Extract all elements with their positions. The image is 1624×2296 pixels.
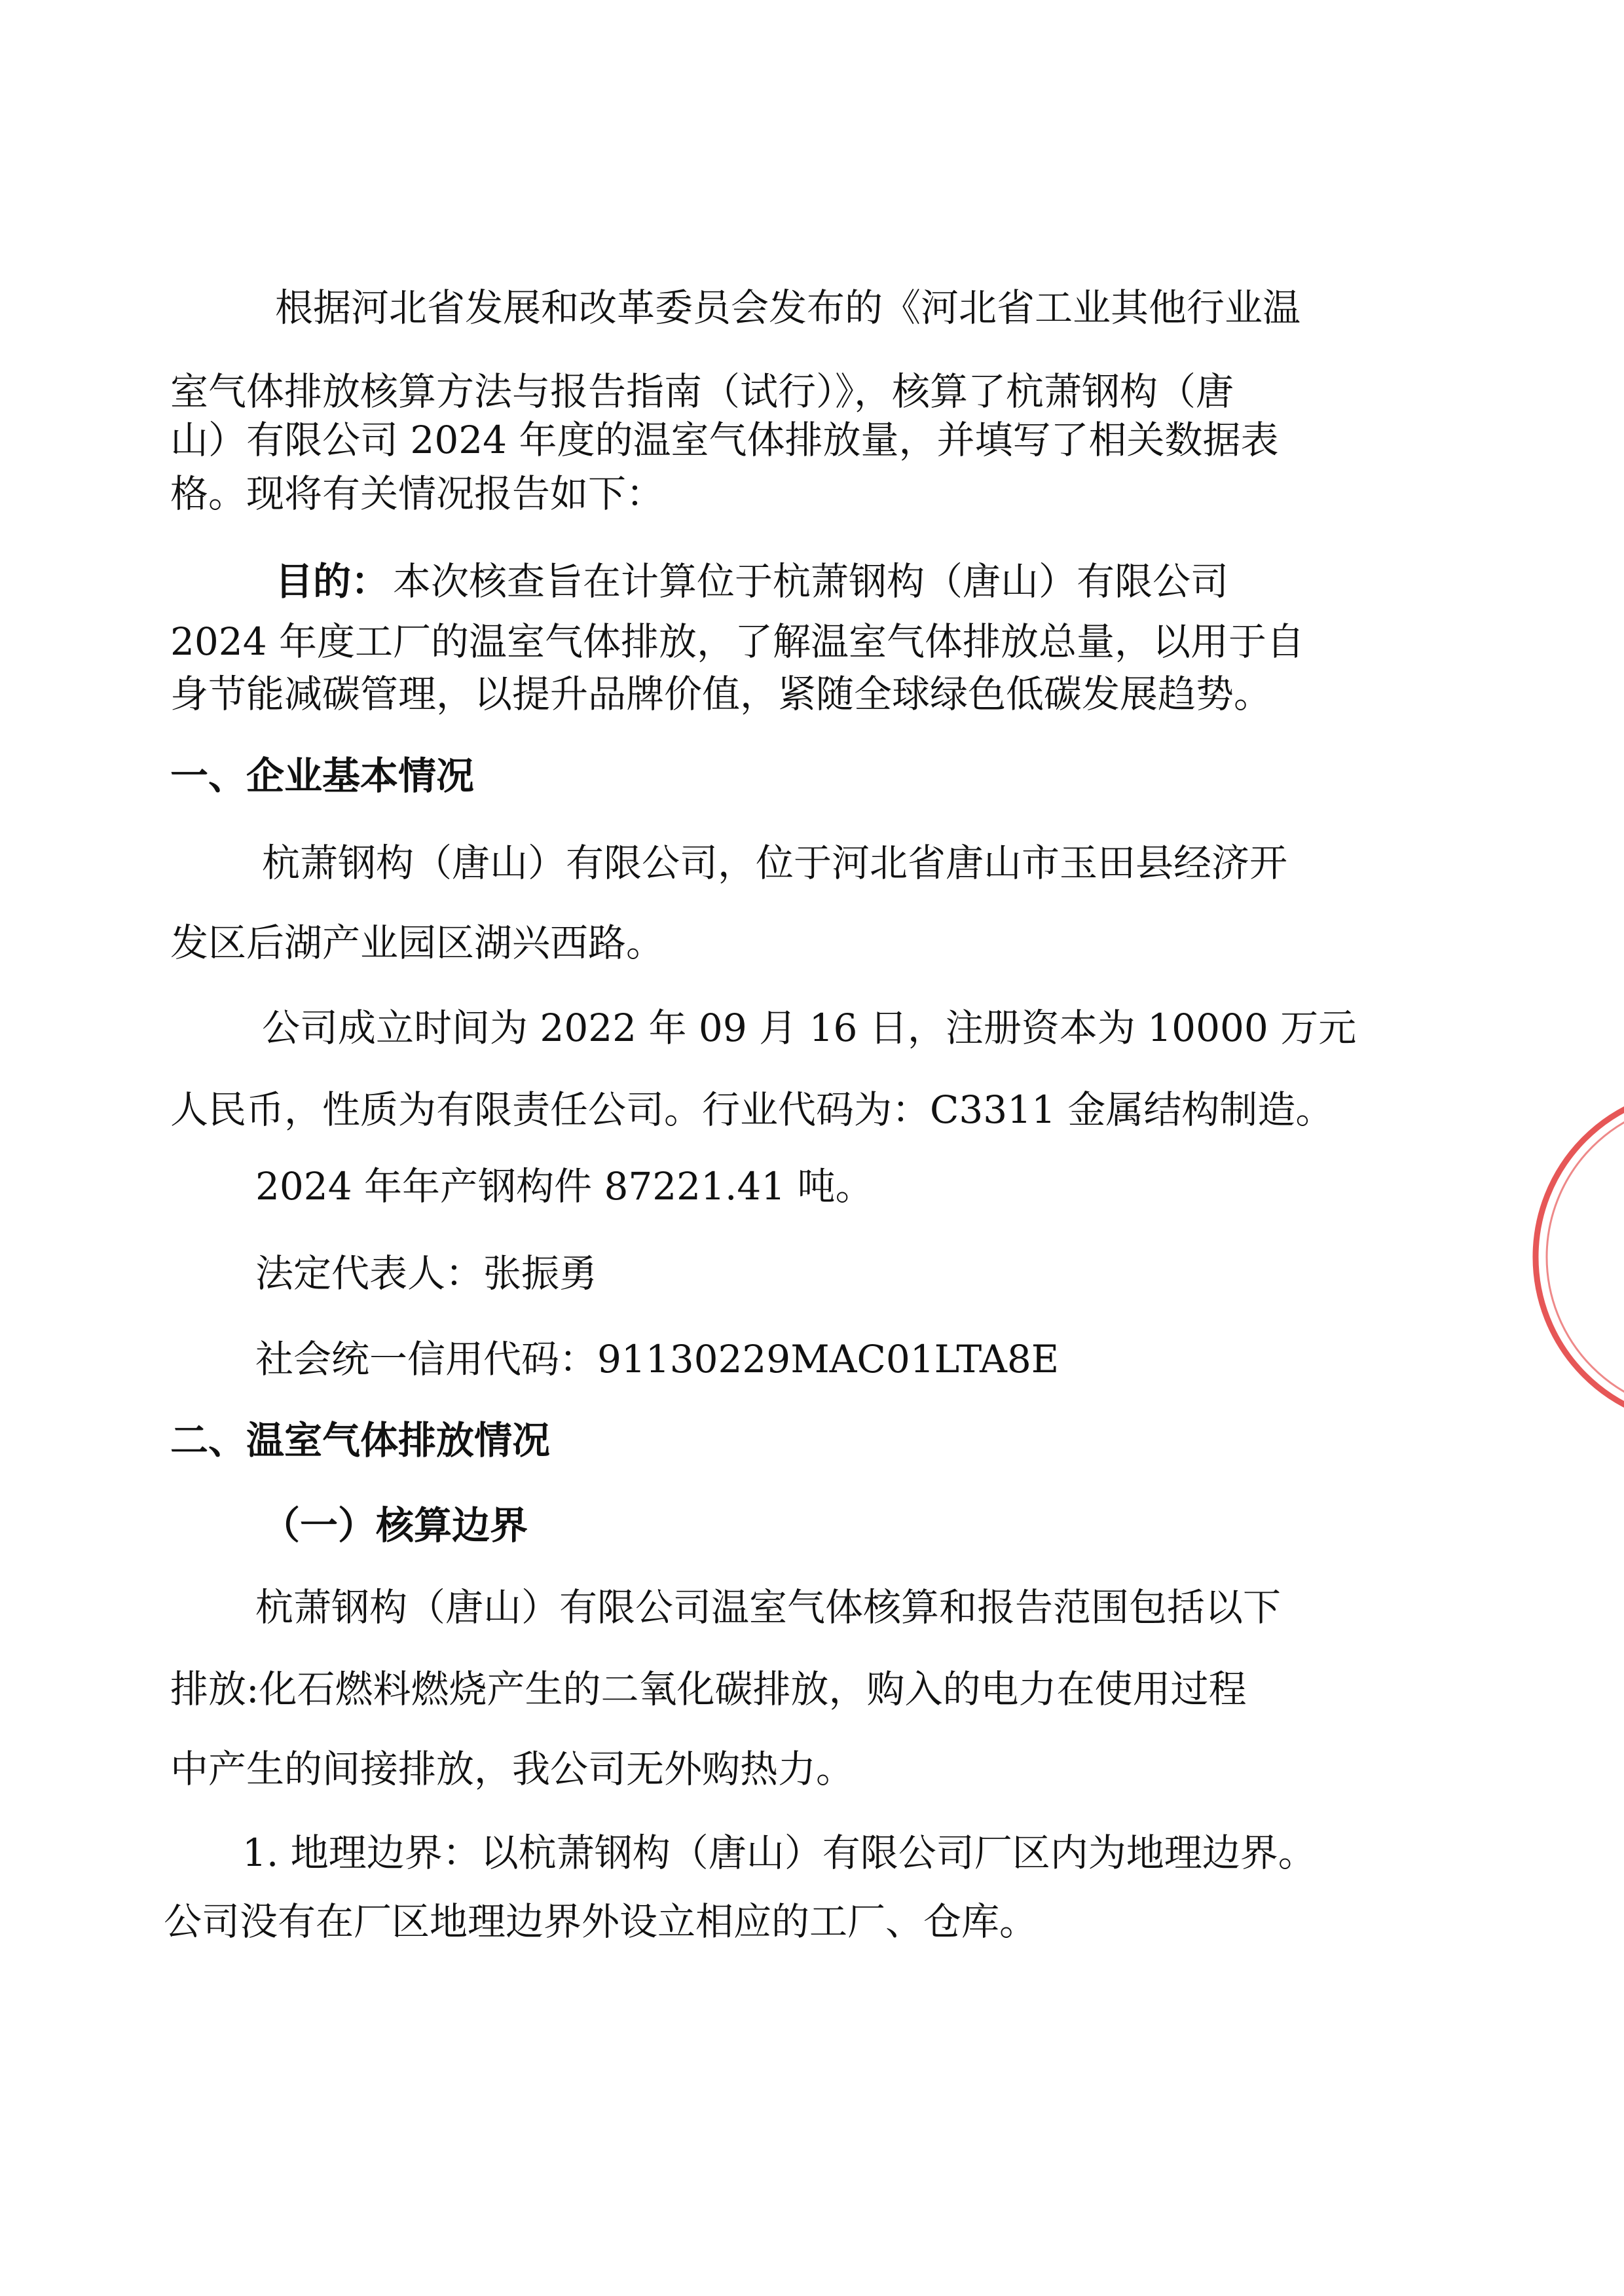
location-line-1: 杭萧钢构（唐山）有限公司，位于河北省唐山市玉田县经济开: [262, 841, 1288, 885]
boundary-line-3: 中产生的间接排放，我公司无外购热力。: [170, 1747, 855, 1791]
founding-line-1: 公司成立时间为 2022 年 09 月 16 日，注册资本为 10000 万元: [262, 1006, 1357, 1050]
location-line-2: 发区后湖产业园区湖兴西路。: [170, 920, 665, 965]
purpose-line-3: 身节能减碳管理，以提升品牌价值，紧随全球绿色低碳发展趋势。: [170, 672, 1272, 716]
purpose-line-2: 2024 年度工厂的温室气体排放，了解温室气体排放总量，以用于自: [170, 619, 1305, 664]
purpose-label: 目的：: [275, 559, 390, 604]
boundary-line-1: 杭萧钢构（唐山）有限公司温室气体核算和报告范围包括以下: [255, 1585, 1282, 1630]
geo-boundary-line-1: 1. 地理边界：以杭萧钢构（唐山）有限公司厂区内为地理边界。: [242, 1831, 1316, 1875]
company-seal: [1506, 1074, 1624, 1440]
section2-heading: 二、温室气体排放情况: [170, 1418, 551, 1463]
purpose-line-1: 本次核查旨在计算位于杭萧钢构（唐山）有限公司: [393, 559, 1229, 604]
legal-representative: 法定代表人：张振勇: [255, 1251, 598, 1296]
credit-code: 社会统一信用代码：91130229MAC01LTA8E: [255, 1337, 1060, 1381]
intro-line-3: 山）有限公司 2024 年度的温室气体排放量，并填写了相关数据表: [170, 418, 1279, 462]
annual-output: 2024 年年产钢构件 87221.41 吨。: [255, 1164, 874, 1209]
intro-line-1: 根据河北省发展和改革委员会发布的《河北省工业其他行业温: [275, 285, 1301, 330]
geo-boundary-line-2: 公司没有在厂区地理边界外设立相应的工厂、仓库。: [164, 1899, 1038, 1944]
intro-line-4: 格。现将有关情况报告如下：: [170, 471, 665, 516]
intro-line-2: 室气体排放核算方法与报告指南（试行）》，核算了杭萧钢构（唐: [170, 369, 1234, 414]
boundary-line-2: 排放:化石燃料燃烧产生的二氧化碳排放，购入的电力在使用过程: [170, 1667, 1247, 1711]
section1-heading: 一、企业基本情况: [170, 754, 475, 798]
subsection-boundary-heading: （一）核算边界: [262, 1503, 528, 1548]
founding-line-2: 人民币，性质为有限责任公司。行业代码为：C3311 金属结构制造。: [170, 1087, 1334, 1132]
